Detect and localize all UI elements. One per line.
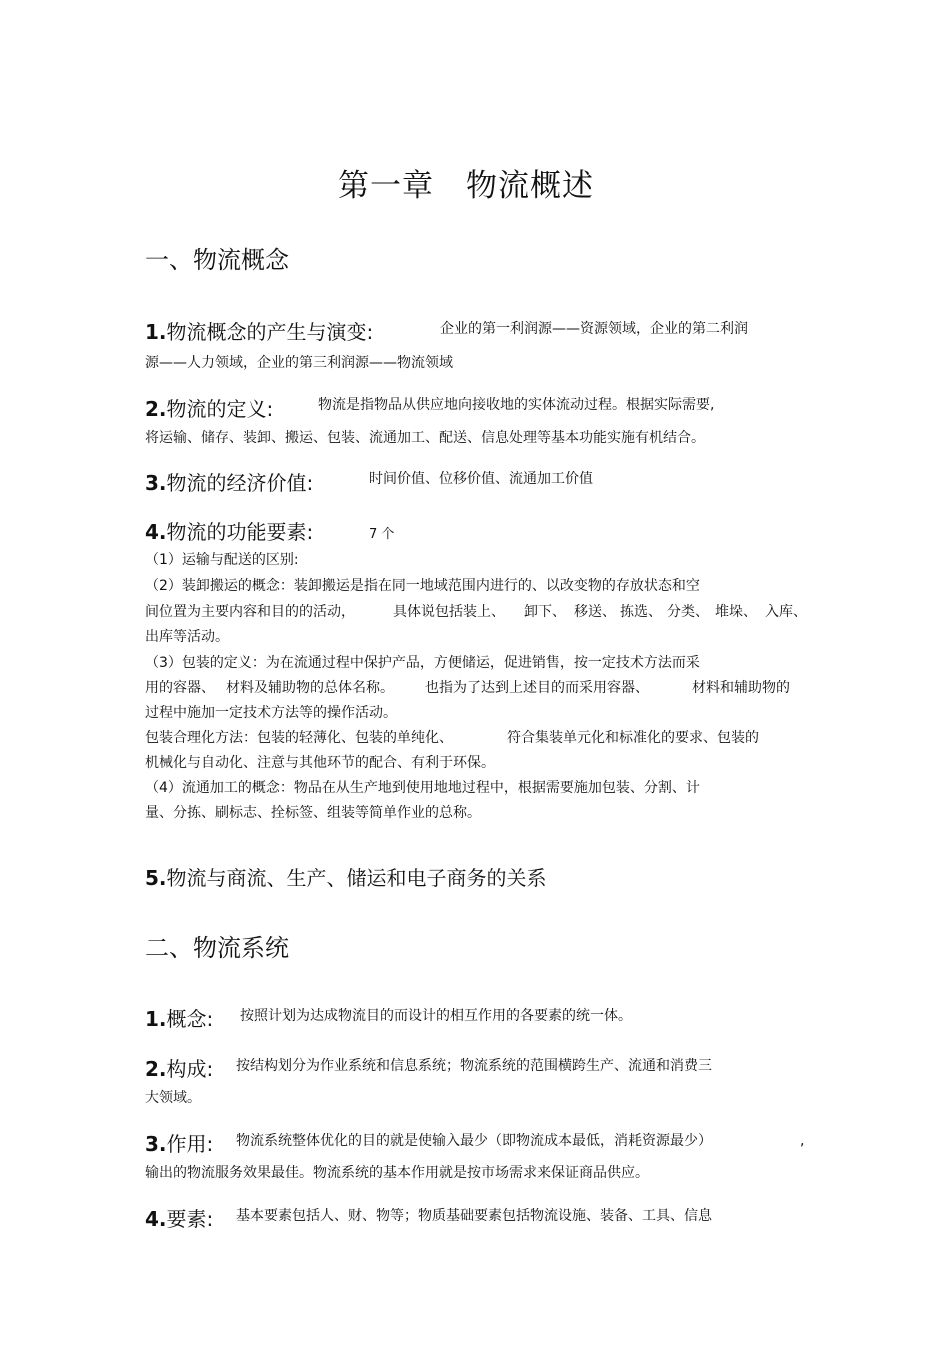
function-line: 移送、: [574, 604, 616, 620]
item-number: 2.: [145, 1057, 167, 1081]
function-line: 用的容器、: [145, 680, 215, 696]
concept-item3-heading: [145, 467, 313, 496]
function-line: 入库、: [765, 604, 807, 620]
concept-item1-text-a: 企业的第一利润源——资源领域，企业的第二利润: [440, 321, 748, 337]
item-heading-text: 要素:: [166, 1207, 214, 1231]
system-item3-text-b: 输出的物流服务效果最佳。物流系统的基本作用就是按市场需求来保证商品供应。: [145, 1165, 649, 1181]
item-number: 4.: [145, 520, 167, 544]
system-item4-text: 基本要素包括人、财、物等；物质基础要素包括物流设施、装备、工具、信息: [236, 1208, 712, 1224]
item-heading-text: 物流概念的产生与演变:: [166, 320, 374, 344]
concept-item2-heading: [145, 393, 273, 422]
system-item2-text-b: 大领域。: [145, 1090, 201, 1106]
item-heading-text: 物流的经济价值:: [166, 471, 314, 495]
function-line: 出库等活动。: [145, 629, 229, 645]
item-number: 4.: [145, 1207, 167, 1231]
function-line: （1）运输与配送的区别:: [145, 552, 299, 568]
item-heading-text: 物流的功能要素:: [166, 520, 314, 544]
function-line: 机械化与自动化、注意与其他环节的配合、有利于环保。: [145, 755, 495, 771]
system-item3-text-a: 物流系统整体优化的目的就是使输入最少（即物流成本最低，消耗资源最少）: [236, 1133, 712, 1149]
function-line: （2）装卸搬运的概念：装卸搬运是指在同一地域范围内进行的、以改变物的存放状态和空: [145, 578, 700, 594]
item-heading-text: 构成:: [166, 1057, 214, 1081]
concept-item4-heading: [145, 516, 313, 545]
item-heading-text: 概念:: [166, 1007, 214, 1031]
concept-item5-heading: [145, 862, 547, 891]
concept-item4-count: 7 个: [369, 527, 395, 542]
item-number: 1.: [145, 1007, 167, 1031]
function-line: 具体说包括装上、: [393, 604, 505, 620]
item-heading-text: 作用:: [166, 1132, 214, 1156]
section-title-system: 二、物流系统: [145, 934, 289, 962]
function-line: （3）包装的定义：为在流通过程中保护产品，方便储运，促进销售，按一定技术方法而采: [145, 655, 700, 671]
system-item3-comma: ,: [800, 1133, 805, 1149]
item-number: 1.: [145, 320, 167, 344]
concept-item3-text: 时间价值、位移价值、流通加工价值: [369, 471, 593, 487]
system-item4-heading: [145, 1203, 213, 1232]
section-title-concept: 一、物流概念: [145, 246, 289, 274]
item-number: 3.: [145, 1132, 167, 1156]
concept-item1-text-b: 源——人力领域，企业的第三利润源——物流领域: [145, 355, 453, 371]
function-line: 材料及辅助物的总体名称。: [226, 680, 394, 696]
item-number: 5.: [145, 866, 167, 890]
function-line: 堆垛、: [715, 604, 757, 620]
function-line: 拣选、: [620, 604, 662, 620]
concept-item1-heading: [145, 316, 373, 345]
function-line: 量、分拣、刷标志、拴标签、组装等简单作业的总称。: [145, 805, 481, 821]
chapter-title: 第一章 物流概述: [338, 168, 594, 204]
concept-item2-text-b: 将运输、储存、装卸、搬运、包装、流通加工、配送、信息处理等基本功能实施有机结合。: [145, 430, 705, 446]
system-item2-text-a: 按结构划分为作业系统和信息系统；物流系统的范围横跨生产、流通和消费三: [236, 1058, 712, 1074]
system-item3-heading: [145, 1128, 213, 1157]
system-item2-heading: [145, 1053, 213, 1082]
concept-item2-text-a: 物流是指物品从供应地向接收地的实体流动过程。根据实际需要,: [318, 397, 715, 413]
system-item1-text: 按照计划为达成物流目的而设计的相互作用的各要素的统一体。: [240, 1008, 632, 1024]
system-item1-heading: [145, 1003, 213, 1032]
item-heading-text: 物流与商流、生产、储运和电子商务的关系: [166, 866, 547, 890]
function-line: 也指为了达到上述目的而采用容器、: [425, 680, 649, 696]
function-line: 卸下、: [524, 604, 566, 620]
item-number: 3.: [145, 471, 167, 495]
function-line: 符合集装单元化和标准化的要求、包装的: [507, 730, 759, 746]
item-heading-text: 物流的定义:: [166, 397, 274, 421]
function-line: 材料和辅助物的: [692, 680, 790, 696]
function-line: 包装合理化方法：包装的轻薄化、包装的单纯化、: [145, 730, 453, 746]
function-line: （4）流通加工的概念：物品在从生产地到使用地地过程中，根据需要施加包装、分割、计: [145, 780, 700, 796]
item-number: 2.: [145, 397, 167, 421]
function-line: 分类、: [667, 604, 709, 620]
function-line: 间位置为主要内容和目的的活动，: [145, 604, 355, 620]
function-line: 过程中施加一定技术方法等的操作活动。: [145, 705, 397, 721]
